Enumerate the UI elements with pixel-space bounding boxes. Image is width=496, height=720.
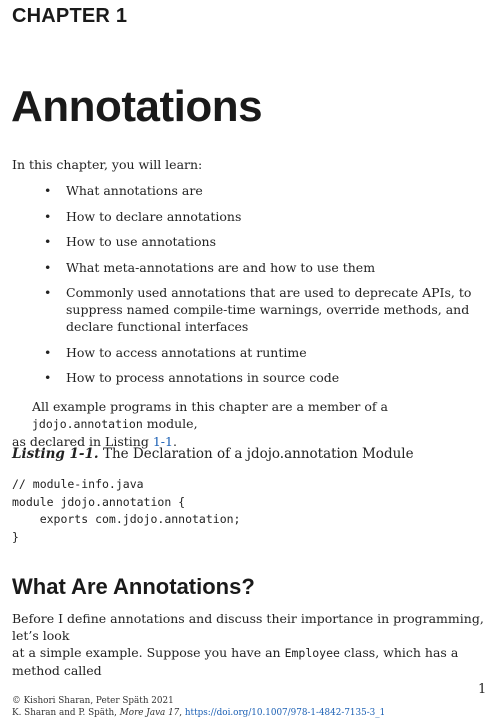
paragraph-line-1	[12, 398, 484, 433]
paragraph-text: All example programs in this chapter are a member of a	[32, 399, 388, 414]
copyright-line: © Kishori Sharan, Peter Späth 2021	[12, 696, 174, 706]
paragraph-text: module,	[142, 416, 198, 431]
listing-number: Listing 1-1.	[12, 446, 99, 462]
page-number: 1	[478, 682, 487, 697]
doi-link[interactable]: https://doi.org/10.1007/978-1-4842-7135-3_1	[184, 708, 386, 718]
bullet-marker: •	[44, 370, 52, 385]
bullet-text: suppress named compile-time warnings, override methods, and	[66, 302, 470, 317]
chapter-title: Annotations	[11, 82, 263, 131]
listing-title: The Declaration of a jdojo.annotation Module	[102, 446, 414, 462]
bullet-item	[44, 369, 484, 386]
paragraph-text: .	[172, 434, 177, 449]
paragraph-text: as declared in Listing	[12, 434, 153, 449]
bullet-marker: •	[44, 234, 52, 249]
inline-code: Employee	[284, 646, 340, 660]
code-line: }	[12, 529, 19, 544]
paragraph-text: at a simple example. Suppose you have an	[12, 645, 285, 660]
paragraph-annotations-intro	[12, 610, 488, 679]
bullet-text: How to process annotations in source code	[66, 370, 340, 385]
paragraph-text: class, which has a method called	[12, 645, 459, 678]
bullet-marker: •	[44, 259, 52, 275]
listing-link[interactable]: 1-1	[152, 434, 173, 449]
chapter-label: CHAPTER 1	[12, 5, 128, 27]
bullet-marker: •	[44, 285, 52, 300]
listing-caption	[12, 446, 414, 462]
bullet-marker: •	[44, 208, 52, 224]
bullet-item	[44, 259, 484, 276]
bullet-item	[44, 208, 484, 225]
section-heading: What Are Annotations?	[12, 574, 255, 599]
code-block	[12, 476, 240, 546]
code-line: exports com.jdojo.annotation;	[12, 512, 241, 526]
bullet-marker: •	[44, 183, 52, 198]
bullet-item	[44, 344, 484, 361]
paragraph-module-intro	[12, 398, 484, 450]
paragraph-line-1: Before I define annotations and discuss their importance in programming, let’s look	[12, 611, 484, 643]
learning-objectives-list	[44, 182, 484, 395]
bullet-text: How to access annotations at runtime	[66, 344, 307, 360]
code-line: // module-info.java	[12, 477, 144, 491]
code-line: module jdojo.annotation {	[12, 494, 186, 509]
citation-line	[12, 707, 385, 719]
bullet-item	[44, 284, 484, 335]
citation-text: K. Sharan and P. Späth,	[12, 708, 120, 718]
bullet-marker: •	[44, 344, 52, 360]
bullet-text: What meta-annotations are and how to use them	[66, 259, 376, 275]
bullet-item	[44, 182, 484, 199]
bullet-text: How to use annotations	[66, 234, 217, 249]
bullet-item	[44, 233, 484, 250]
inline-code: jdojo.annotation	[32, 417, 143, 431]
bullet-text: declare functional interfaces	[66, 319, 249, 334]
bullet-text: Commonly used annotations that are used to deprecate APIs, to	[66, 285, 472, 300]
bullet-text: How to declare annotations	[66, 208, 242, 224]
book-title: More Java 17	[119, 708, 180, 718]
paragraph-line-2	[12, 644, 488, 679]
bullet-text: What annotations are	[66, 183, 203, 198]
intro-text: In this chapter, you will learn:	[12, 157, 203, 172]
page-footer	[12, 695, 385, 719]
citation-text: ,	[179, 708, 185, 718]
